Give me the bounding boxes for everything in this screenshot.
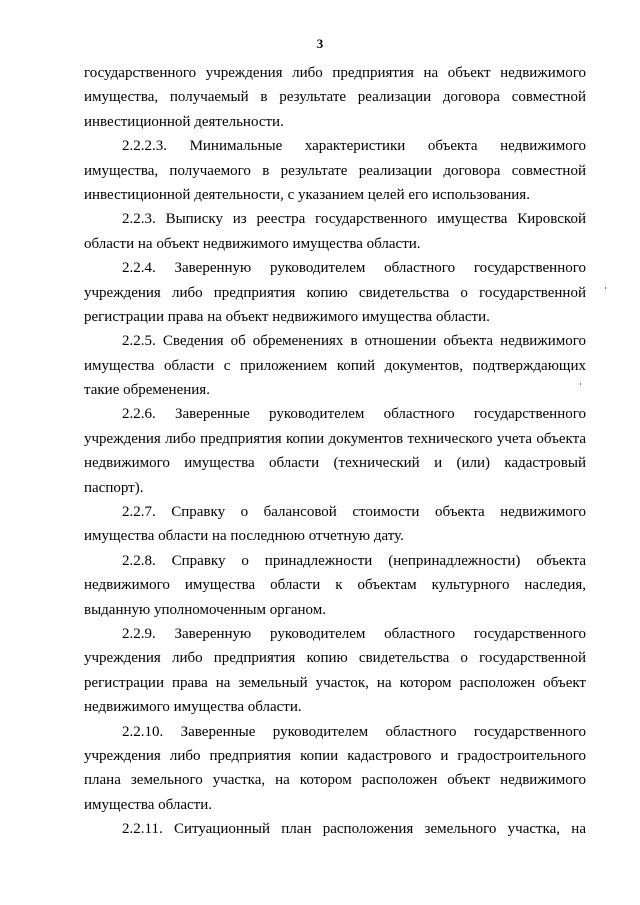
text-line: 2.2.2.3. Минимальные характеристики объекта недвижимого — [122, 138, 586, 155]
text-line: 2.2.8. Справку о принадлежности (непринадлежности) объекта — [122, 552, 586, 569]
text-line: 2.2.3. Выписку из реестра государственного имущества Кировской — [122, 211, 586, 228]
text-line: учреждения либо предприятия копию свидетельства о государственной — [84, 650, 586, 667]
text-line: области на объект недвижимого имущества области. — [84, 235, 421, 252]
text-line: такие обременения. — [84, 382, 210, 399]
text-line: 2.2.9. Заверенную руководителем областного государственного — [122, 625, 586, 642]
text-line: недвижимого имущества области. — [84, 699, 302, 716]
text-line: выданную уполномоченным органом. — [84, 601, 326, 618]
text-line: имущества, получаемый в результате реализации договора совместной — [84, 89, 586, 106]
text-line: 2.2.10. Заверенные руководителем областного государственного — [122, 723, 586, 740]
page-number: 3 — [316, 36, 324, 51]
text-line: имущества области на последнюю отчетную дату. — [84, 528, 404, 545]
text-line: плана земельного участка, на котором расположен объект недвижимого — [84, 772, 586, 789]
text-line: регистрации права на земельный участок, на котором расположен объект — [84, 674, 586, 691]
text-line: паспорт). — [84, 479, 144, 496]
text-line: регистрации права на объект недвижимого имущества области. — [84, 308, 490, 325]
text-line: недвижимого имущества области к объектам культурного наследия, — [84, 577, 586, 594]
text-line: имущества области. — [84, 796, 212, 813]
document-body — [84, 61, 586, 842]
text-line: 2.2.4. Заверенную руководителем областного государственного — [122, 260, 586, 277]
text-line: инвестиционной деятельности, с указанием целей его использования. — [84, 186, 530, 203]
text-line: учреждения либо предприятия копию свидетельства о государственной — [84, 284, 586, 301]
scan-speck — [580, 383, 581, 385]
text-line: 2.2.7. Справку о балансовой стоимости объекта недвижимого — [122, 504, 586, 521]
text-line: недвижимого имущества области (технический и (или) кадастровый — [84, 455, 586, 472]
text-line: учреждения либо предприятия копии кадастрового и градостроительного — [84, 747, 586, 764]
text-line: имущества области с приложением копий документов, подтверждающих — [84, 357, 586, 374]
text-line: 2.2.11. Ситуационный план расположения земельного участка, на — [122, 821, 586, 838]
text-line: 2.2.6. Заверенные руководителем областного государственного — [122, 406, 586, 423]
text-line: государственного учреждения либо предприятия на объект недвижимого — [84, 65, 586, 81]
text-line: инвестиционной деятельности. — [84, 113, 284, 130]
text-line: 2.2.5. Сведения об обременениях в отношении объекта недвижимого — [122, 333, 586, 350]
text-line: учреждения либо предприятия копии документов технического учета объекта — [84, 430, 586, 447]
text-line: имущества, получаемого в результате реализации договора совместной — [84, 162, 586, 179]
scan-speck — [605, 287, 606, 289]
